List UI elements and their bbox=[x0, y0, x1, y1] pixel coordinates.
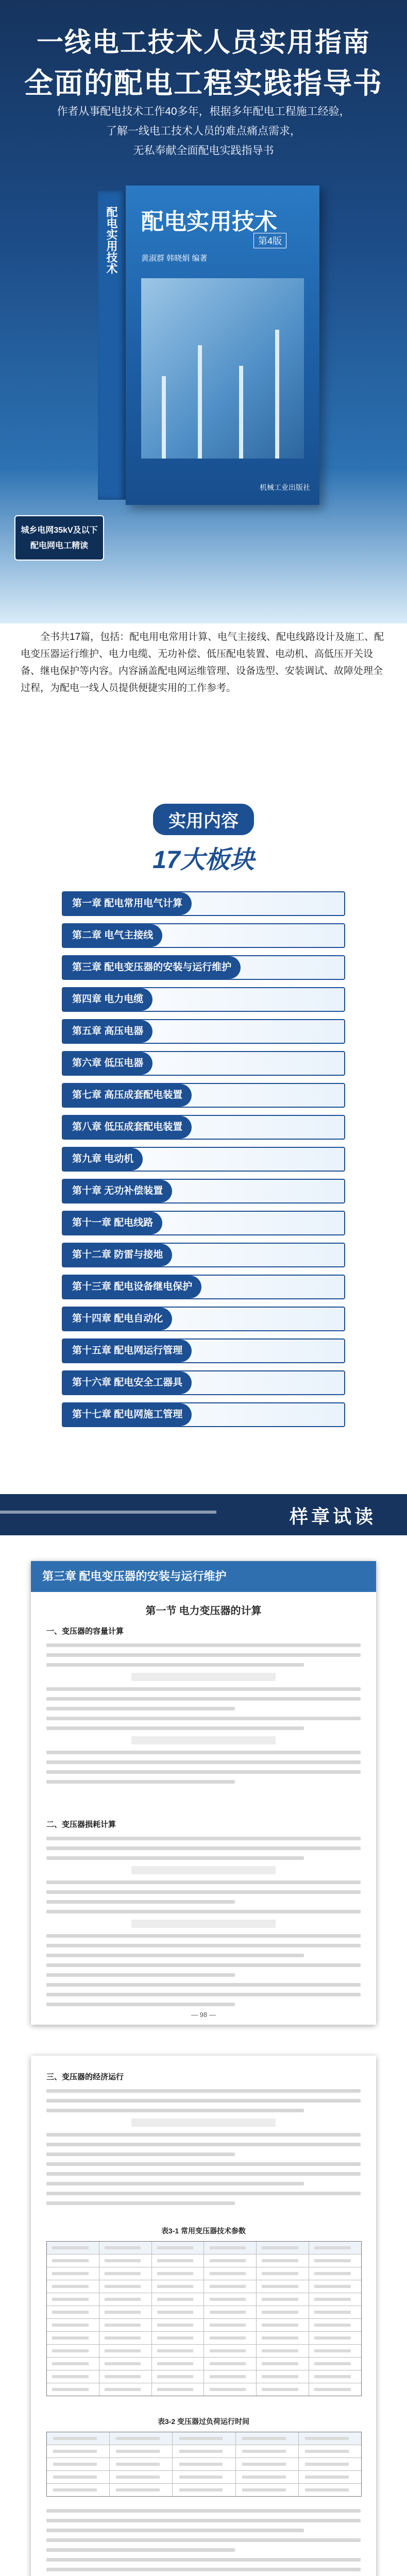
badge-line2: 配电网电工精读 bbox=[30, 541, 88, 550]
toc-item: 第五章 高压电器 bbox=[62, 1019, 345, 1044]
toc-item: 第十章 无功补偿装置 bbox=[62, 1179, 345, 1204]
toc-item: 第二章 电气主接线 bbox=[62, 923, 345, 948]
sub-heading: 三、变压器的经济运行 bbox=[46, 2073, 124, 2081]
text-block bbox=[46, 2509, 361, 2576]
chapter-heading: 第三章 配电变压器的安装与运行维护 bbox=[31, 1561, 376, 1592]
sample-page bbox=[31, 2056, 376, 2576]
cover-publisher: 机械工业出版社 bbox=[260, 483, 310, 492]
table-caption: 表3-2 变压器过负荷运行时间 bbox=[157, 2417, 250, 2426]
sub-heading: 一、变压器的容量计算 bbox=[46, 1627, 124, 1636]
page-number: — 98 — bbox=[191, 2011, 216, 2019]
toc-item: 第七章 高压成套配电装置 bbox=[62, 1083, 345, 1108]
sample-banner-title: 样章试读 bbox=[289, 1506, 376, 1527]
toc-count-title bbox=[0, 840, 407, 875]
banner-stripe bbox=[0, 1511, 216, 1514]
hero-title-line1: 一线电工技术人员实用指南 bbox=[36, 28, 370, 58]
sample-page bbox=[31, 1561, 376, 2025]
hero-subtitle-line1: 作者从事配电技术工作40多年，根据多年配电工程施工经验， bbox=[57, 106, 350, 117]
sub-heading: 二、变压器损耗计算 bbox=[46, 1820, 116, 1829]
cover-title: 配电实用技术 bbox=[141, 209, 277, 234]
badge-line1: 城乡电网35kV及以下 bbox=[21, 526, 98, 535]
toc-item: 第一章 配电常用电气计算 bbox=[62, 891, 345, 916]
text-block bbox=[46, 1837, 361, 2012]
table-caption: 表3-1 常用变压器技术参数 bbox=[161, 2227, 246, 2235]
toc-item: 第十五章 配电网运行管理 bbox=[62, 1338, 345, 1363]
data-table bbox=[46, 2241, 362, 2396]
toc-item: 第十六章 配电安全工器具 bbox=[62, 1370, 345, 1395]
toc-label: 实用内容 bbox=[153, 804, 254, 835]
table-of-contents bbox=[62, 891, 345, 1434]
cover-illustration bbox=[141, 278, 304, 459]
data-table bbox=[46, 2432, 362, 2497]
toc-item: 第十七章 配电网施工管理 bbox=[62, 1402, 345, 1427]
toc-item: 第十三章 配电设备继电保护 bbox=[62, 1275, 345, 1299]
section-heading: 第一节 电力变压器的计算 bbox=[145, 1605, 262, 1617]
toc-item: 第四章 电力电缆 bbox=[62, 987, 345, 1012]
book-spine: 配电实用技术 bbox=[98, 191, 126, 500]
book-introduction: 全书共17篇，包括：配电用电常用计算、电气主接线、配电线路设计及施工、配电变压器运行维护、电力电缆、无功补偿、低压配电装置、电动机、高低压开关设备、继电保护等内容。内容涵盖配电网运维管理、设备选型、安装调试、故障处理全过程，为配电一线人员提供便捷实用的工作参考。 bbox=[21, 632, 384, 693]
toc-count: 17大板块 bbox=[152, 846, 255, 874]
cover-authors: 黄淑群 韩晓娟 编著 bbox=[141, 254, 208, 263]
toc-section-title bbox=[0, 804, 407, 835]
hero-subtitle-line2: 了解一线电工技术人员的难点痛点需求， bbox=[106, 125, 301, 137]
toc-item: 第十四章 配电自动化 bbox=[62, 1307, 345, 1331]
toc-item: 第九章 电动机 bbox=[62, 1147, 345, 1172]
hero-subtitle-line3: 无私奉献全面配电实践指导书 bbox=[133, 145, 274, 157]
text-block bbox=[46, 2089, 361, 2211]
audience-badge bbox=[14, 515, 104, 561]
sample-banner bbox=[0, 1494, 407, 1535]
cover-edition: 第4版 bbox=[253, 233, 286, 248]
toc-item: 第十二章 防雷与接地 bbox=[62, 1243, 345, 1267]
text-block bbox=[46, 1643, 361, 1790]
book-cover-image bbox=[98, 185, 319, 505]
toc-item: 第三章 配电变压器的安装与运行维护 bbox=[62, 955, 345, 980]
book-front-cover bbox=[126, 185, 319, 505]
toc-item: 第六章 低压电器 bbox=[62, 1051, 345, 1076]
toc-item: 第八章 低压成套配电装置 bbox=[62, 1115, 345, 1140]
hero-title-line2: 全面的配电工程实践指导书 bbox=[24, 68, 383, 100]
toc-item: 第十一章 配电线路 bbox=[62, 1211, 345, 1235]
